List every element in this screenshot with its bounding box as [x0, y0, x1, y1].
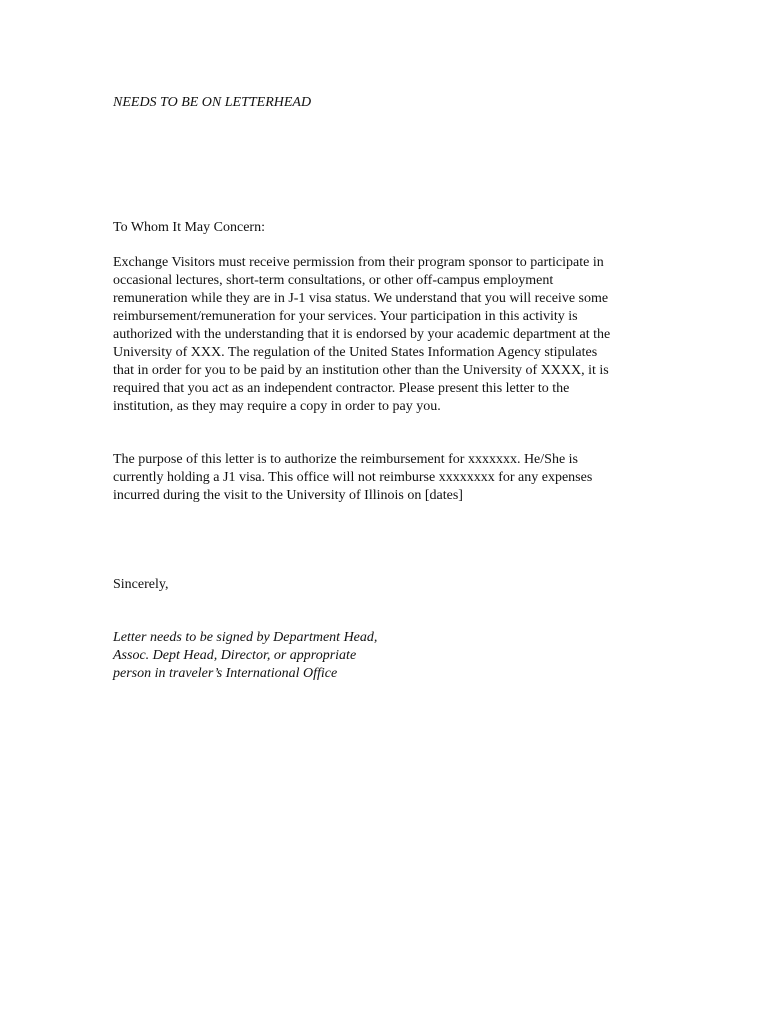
- paragraph-line: authorized with the understanding that it is endorsed by your academic department at the: [113, 327, 611, 342]
- paragraph-line: remuneration while they are in J-1 visa status. We understand that you will receive some: [113, 291, 609, 306]
- salutation-text: To Whom It May Concern:: [113, 220, 265, 235]
- paragraph-line: that in order for you to be paid by an institution other than the University of XXXX, it is: [113, 363, 609, 378]
- letterhead-note-text: NEEDS TO BE ON LETTERHEAD: [113, 95, 312, 110]
- paragraph-line: required that you act as an independent contractor. Please present this letter to the: [113, 381, 570, 396]
- signature-note: [113, 629, 673, 683]
- paragraph-line: institution, as they may require a copy in order to pay you.: [113, 399, 441, 414]
- paragraph-line: Exchange Visitors must receive permission from their program sponsor to participate in: [113, 255, 604, 270]
- paragraph-line: occasional lectures, short-term consultations, or other off-campus employment: [113, 273, 554, 288]
- paragraph-permission: [113, 254, 673, 416]
- letterhead-note: [113, 94, 673, 112]
- paragraph-purpose: [113, 451, 673, 505]
- paragraph-line: University of XXX. The regulation of the United States Information Agency stipulates: [113, 345, 598, 360]
- closing-text: Sincerely,: [113, 577, 169, 592]
- closing: [113, 576, 673, 594]
- signature-note-line: Assoc. Dept Head, Director, or appropriate: [113, 648, 357, 663]
- paragraph-line: The purpose of this letter is to authorize the reimbursement for xxxxxxx. He/She is: [113, 452, 579, 467]
- salutation: [113, 219, 673, 237]
- paragraph-line: currently holding a J1 visa. This office will not reimburse xxxxxxxx for any expenses: [113, 470, 593, 485]
- paragraph-line: incurred during the visit to the University of Illinois on [dates]: [113, 488, 463, 503]
- paragraph-line: reimbursement/remuneration for your services. Your participation in this activity is: [113, 309, 578, 324]
- signature-note-line: Letter needs to be signed by Department Head,: [113, 630, 378, 645]
- signature-note-line: person in traveler’s International Office: [113, 666, 338, 681]
